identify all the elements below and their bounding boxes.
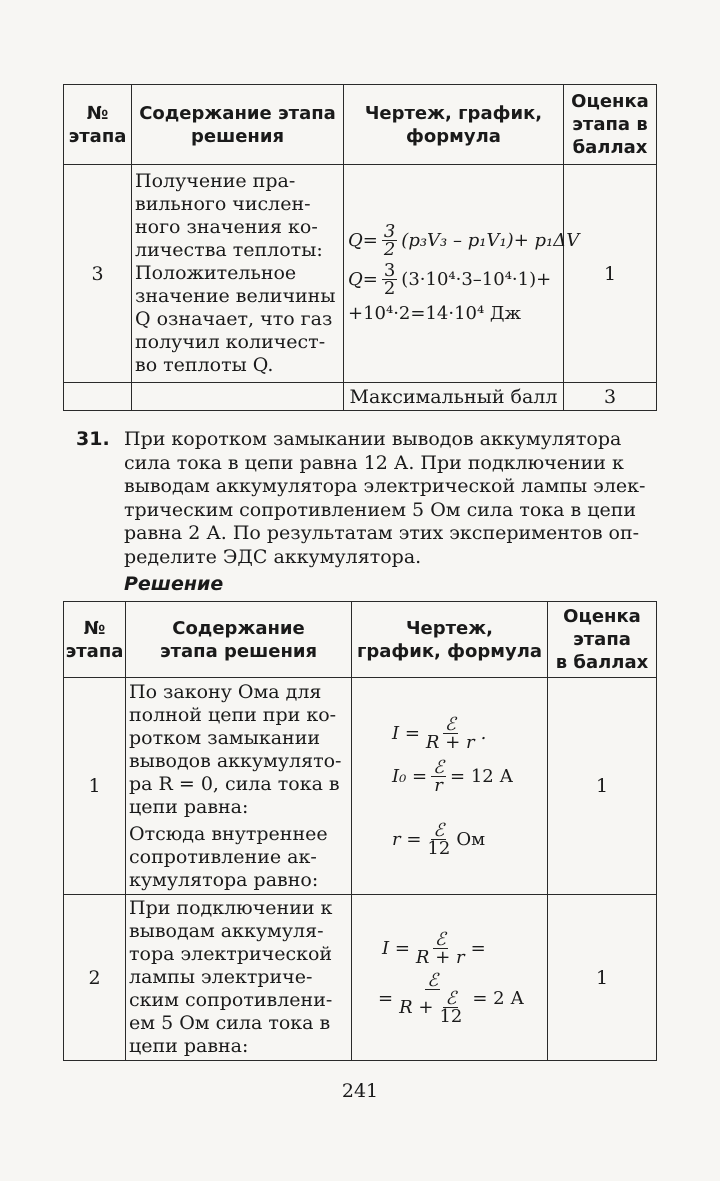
stage-description: [126, 678, 352, 895]
header-stage-number: № этапа: [64, 85, 132, 165]
denominator: 12: [427, 837, 451, 859]
formula-line: [378, 969, 543, 1027]
stage-score: 1: [564, 165, 657, 383]
max-score-label: Максимальный балл: [344, 383, 564, 411]
header-stage-number: № этапа: [64, 602, 126, 678]
denominator: R + r: [415, 946, 465, 968]
stage-text: При подключении к выводам аккумуля- тора электрической лампы электриче- ским сопротивлени- ем 5 Ом сила тока в цепи равна:: [129, 897, 333, 1057]
stage-table-1: [63, 84, 657, 411]
header-stage-content: Содержание этапа решения: [132, 85, 344, 165]
formula-rhs: Ом: [456, 828, 486, 850]
max-score-row: [64, 383, 657, 411]
page-number: 241: [341, 1080, 379, 1102]
stage-text: Отсюда внутреннее сопротивление ак- кумулятора равно:: [129, 822, 328, 891]
stage-number: 1: [64, 678, 126, 895]
header-stage-content: Содержание этапа решения: [126, 602, 352, 678]
stage-text: По закону Ома для полной цепи при ко- ротком замыкании выводов аккумулято- ра R = 0, сила тока в цепи равна:: [129, 680, 342, 818]
numerator: ℰ: [434, 928, 446, 950]
formula-rhs: =: [470, 937, 486, 959]
table-row: [64, 895, 657, 1061]
stage-score: 1: [548, 678, 657, 895]
table-header-row: [64, 602, 657, 678]
problem-text: При коротком замыкании выводов аккумулятора сила тока в цепи равна 12 А. При подключении к выводам аккумулятора электрической лампы элек- трическим сопротивлением 5 Ом сила тока в цепи равна 2 А. По результатам этих экспериментов оп- ределите ЭДС аккумулятора.: [124, 428, 646, 568]
formula-lhs: I =: [382, 937, 410, 959]
denominator: [397, 987, 468, 1027]
problem-number: 31.: [76, 428, 110, 450]
stage-table-2: [63, 601, 657, 1061]
numerator: ℰ: [427, 969, 439, 991]
denominator: 12: [439, 1005, 463, 1027]
formula-line: [348, 221, 580, 260]
stage-description: [132, 165, 344, 383]
table-header-row: [64, 85, 657, 165]
denominator: R + r: [425, 731, 475, 753]
formula-line: [392, 756, 543, 796]
stage-formula: [352, 895, 548, 1061]
solution-label: Решение: [124, 573, 224, 595]
fraction: [424, 713, 477, 753]
formula-rhs: (p₃V₃ – p₁V₁)+ p₁ΔV: [401, 230, 580, 251]
empty-cell: [64, 383, 132, 411]
stage-formula: [344, 165, 580, 383]
numerator: 3: [383, 221, 396, 242]
fraction: [414, 928, 467, 968]
numerator: ℰ: [444, 713, 456, 735]
numerator: ℰ: [433, 756, 445, 778]
fraction: [382, 223, 397, 258]
nested-fraction: [437, 987, 464, 1027]
header-formula: Чертеж, график, формула: [352, 602, 548, 678]
formula-lhs: I₀ =: [392, 765, 428, 787]
table-row: [64, 678, 657, 895]
fraction: [431, 756, 446, 796]
max-score-value: 3: [564, 383, 657, 411]
stage-number: 3: [64, 165, 132, 383]
formula-line: [392, 819, 543, 859]
stage-score: 1: [548, 895, 657, 1061]
formula-lhs: =: [378, 987, 394, 1009]
stage-text: Получение пра- вильного числен- ного значения ко- личества теплоты: Положительное значение величины Q означает, что газ получил количест- во теплоты Q.: [135, 170, 336, 376]
header-score: Оценка этапа в баллах: [548, 602, 657, 678]
formula-lhs: Q=: [348, 230, 378, 251]
header-formula: Чертеж, график, формула: [344, 85, 564, 165]
formula-lhs: I =: [392, 722, 420, 744]
formula-line: [348, 262, 559, 297]
fraction: [382, 262, 397, 297]
stage-number: 2: [64, 895, 126, 1061]
denominator-prefix: R +: [399, 996, 434, 1018]
formula-rhs: (3·10⁴·3–10⁴·1)+: [401, 269, 552, 290]
numerator: 3: [383, 260, 396, 281]
numerator: ℰ: [445, 987, 457, 1009]
formula-rhs: .: [480, 722, 487, 744]
formula-rhs: = 2 А: [472, 987, 524, 1009]
formula-line: [392, 713, 543, 753]
formula-lhs: r =: [392, 828, 422, 850]
formula-line: +10⁴·2=14·10⁴ Дж: [348, 303, 522, 324]
denominator: 2: [383, 239, 396, 260]
denominator: 2: [383, 278, 396, 299]
formula-rhs: = 12 А: [450, 765, 514, 787]
fraction: [425, 819, 452, 859]
formula-lhs: Q=: [348, 269, 378, 290]
table-row: [64, 165, 657, 383]
stage-description: [126, 895, 352, 1061]
header-score: Оценка этапа в баллах: [564, 85, 657, 165]
problem-31: [76, 428, 666, 569]
denominator: r: [434, 774, 443, 796]
numerator: ℰ: [433, 819, 445, 841]
empty-cell: [132, 383, 344, 411]
formula-line: [382, 928, 543, 968]
fraction: [397, 969, 468, 1027]
stage-formula: [352, 678, 548, 895]
